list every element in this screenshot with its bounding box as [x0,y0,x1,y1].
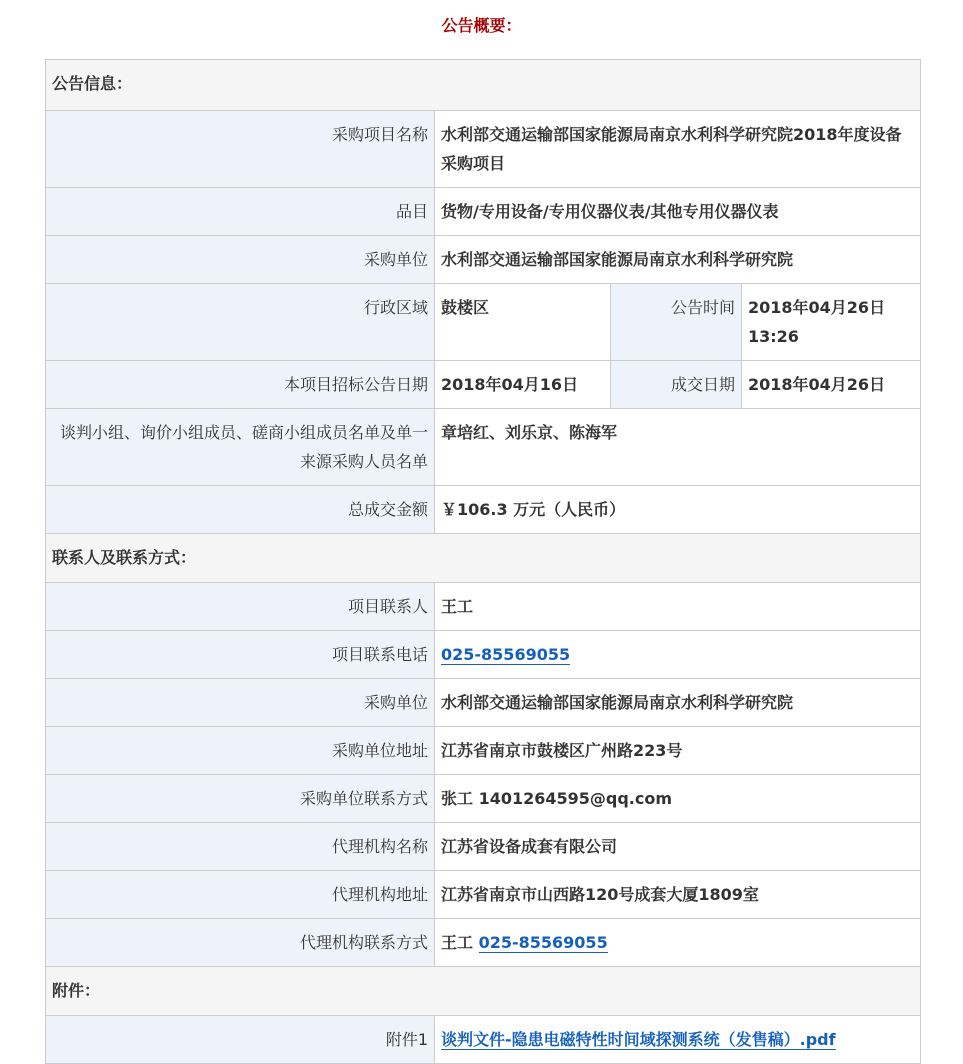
purchaser-label: 采购单位 [46,236,435,284]
deal-date-value: 2018年04月26日 [742,361,921,409]
category-value: 货物/专用设备/专用仪器仪表/其他专用仪器仪表 [435,188,921,236]
deal-date-label: 成交日期 [611,361,742,409]
table-row [46,583,921,631]
section-contact: 联系人及联系方式： [46,534,921,583]
agency-address-value: 江苏省南京市山西路120号成套大厦1809室 [435,871,921,919]
purchaser-contact-value: 张工 1401264595@qq.com [435,775,921,823]
table-row [46,775,921,823]
table-row [46,871,921,919]
section-notice-info: 公告信息： [46,60,921,111]
panel-label: 谈判小组、询价小组成员、磋商小组成员名单及单一来源采购人员名单 [46,409,435,486]
category-label: 品目 [46,188,435,236]
region-value: 鼓楼区 [435,284,611,361]
table-row [46,823,921,871]
purchaser-contact-label: 采购单位联系方式 [46,775,435,823]
purchaser-address-label: 采购单位地址 [46,727,435,775]
section-row [46,534,921,583]
agency-phone-link[interactable]: 025-85569055 [478,933,608,952]
table-row [46,409,921,486]
table-row [46,486,921,534]
amount-label: 总成交金额 [46,486,435,534]
table-row [46,236,921,284]
project-name-value: 水利部交通运输部国家能源局南京水利科学研究院2018年度设备采购项目 [435,111,921,188]
table-row [46,111,921,188]
project-phone-label: 项目联系电话 [46,631,435,679]
contact-purchaser-label: 采购单位 [46,679,435,727]
agency-contact-label: 代理机构联系方式 [46,919,435,967]
table-row [46,631,921,679]
project-name-label: 采购项目名称 [46,111,435,188]
tender-date-label: 本项目招标公告日期 [46,361,435,409]
page-title: 公告概要： [441,16,522,35]
attachment-label: 附件1 [46,1016,435,1064]
table-row [46,284,921,361]
table-row [46,919,921,967]
purchaser-value: 水利部交通运输部国家能源局南京水利科学研究院 [435,236,921,284]
contact-purchaser-value: 水利部交通运输部国家能源局南京水利科学研究院 [435,679,921,727]
table-row [46,679,921,727]
agency-address-label: 代理机构地址 [46,871,435,919]
panel-value: 章培红、刘乐京、陈海军 [435,409,921,486]
notice-summary-table [45,59,921,1064]
section-row [46,60,921,111]
purchaser-address-value: 江苏省南京市鼓楼区广州路223号 [435,727,921,775]
region-label: 行政区域 [46,284,435,361]
agency-contact-name: 王工 [441,933,474,952]
publish-time-value: 2018年04月26日 13:26 [742,284,921,361]
amount-value: ￥106.3 万元（人民币） [435,486,921,534]
project-phone-link[interactable]: 025-85569055 [441,645,571,664]
project-contact-value: 王工 [435,583,921,631]
table-row [46,361,921,409]
project-contact-label: 项目联系人 [46,583,435,631]
section-row [46,967,921,1016]
tender-date-value: 2018年04月16日 [435,361,611,409]
attachment-link[interactable]: 谈判文件-隐患电磁特性时间域探测系统（发售稿）.pdf [441,1030,836,1049]
agency-name-label: 代理机构名称 [46,823,435,871]
section-attachments: 附件： [46,967,921,1016]
publish-time-label: 公告时间 [611,284,742,361]
agency-name-value: 江苏省设备成套有限公司 [435,823,921,871]
table-row [46,1016,921,1064]
table-row [46,188,921,236]
table-row [46,727,921,775]
